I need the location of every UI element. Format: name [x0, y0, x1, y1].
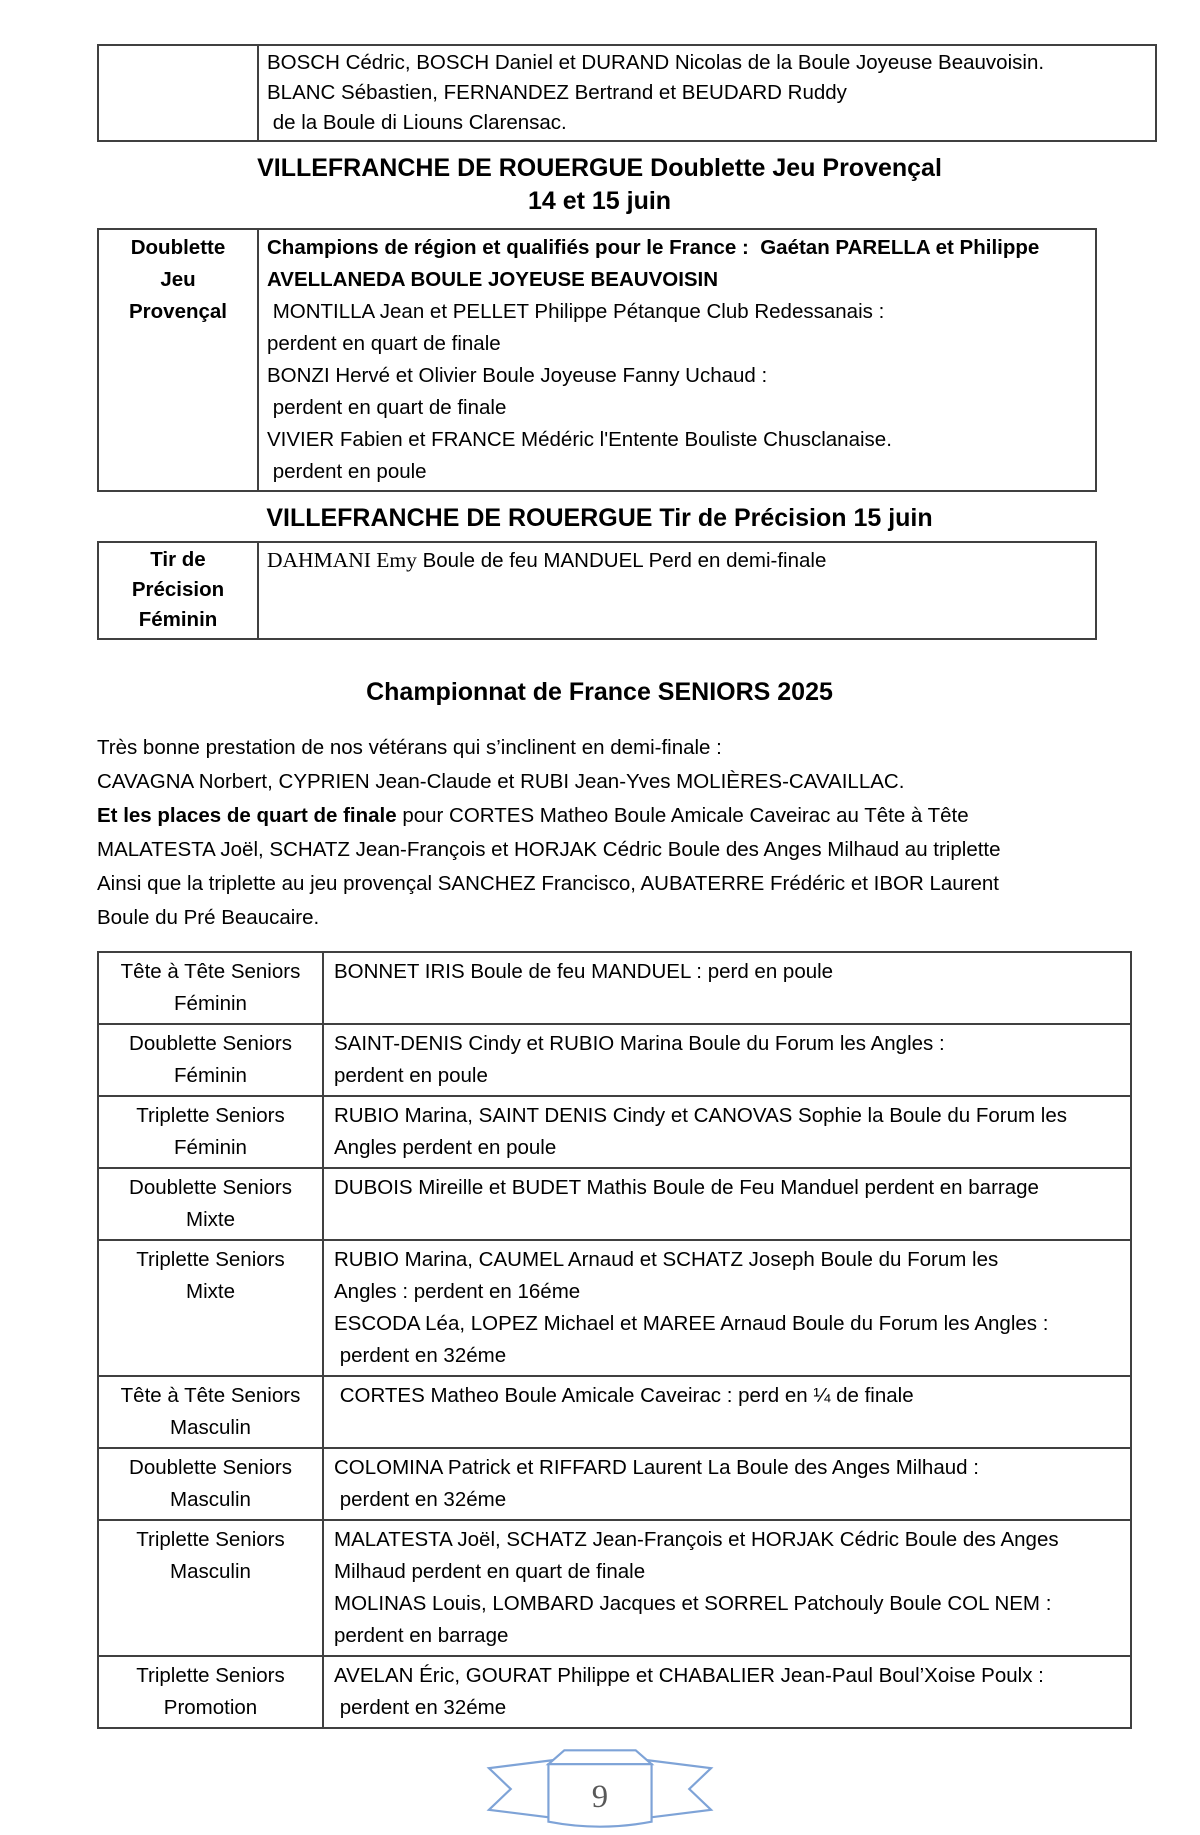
- text-line: CAVAGNA Norbert, CYPRIEN Jean-Claude et RUBI Jean-Yves MOLIÈRES-CAVAILLAC.: [97, 770, 905, 793]
- text-line: Masculin: [170, 1560, 251, 1583]
- text-line: AVELAN Éric, GOURAT Philippe et CHABALIER Jean-Paul Boul’Xoise Poulx :: [334, 1664, 1044, 1687]
- text-line: VIVIER Fabien et FRANCE Médéric l'Entente Bouliste Chusclanaise.: [267, 428, 892, 451]
- text-line: RUBIO Marina, SAINT DENIS Cindy et CANOVAS Sophie la Boule du Forum les: [334, 1104, 1067, 1127]
- category-cell: [98, 229, 258, 491]
- text-line: MOLINAS Louis, LOMBARD Jacques et SORREL Patchouly Boule COL NEM :: [334, 1592, 1052, 1615]
- text-line: BONZI Hervé et Olivier Boule Joyeuse Fanny Uchaud :: [267, 364, 768, 387]
- results-cell: [323, 1168, 1131, 1240]
- text-line: Triplette Seniors: [136, 1248, 285, 1271]
- text-line: BLANC Sébastien, FERNANDEZ Bertrand et BEUDARD Ruddy: [267, 81, 847, 104]
- text-line: Angles : perdent en 16éme: [334, 1280, 581, 1303]
- category-cell: [98, 1096, 323, 1168]
- text-line: DUBOIS Mireille et BUDET Mathis Boule de Feu Manduel perdent en barrage: [334, 1176, 1039, 1199]
- text-line: perdent en 32éme: [334, 1696, 507, 1719]
- results-cell: [323, 1096, 1131, 1168]
- text-line: BONNET IRIS Boule de feu MANDUEL : perd en poule: [334, 960, 834, 983]
- table-row: [98, 229, 1096, 491]
- text-line: MALATESTA Joël, SCHATZ Jean-François et HORJAK Cédric Boule des Anges: [334, 1528, 1059, 1551]
- text-line: ESCODA Léa, LOPEZ Michael et MAREE Arnaud Boule du Forum les Angles :: [334, 1312, 1049, 1335]
- serif-text: DAHMANI Emy: [267, 548, 417, 572]
- heading-title: VILLEFRANCHE DE ROUERGUE Doublette Jeu Provençal: [257, 154, 942, 182]
- text-line: Féminin: [174, 1136, 247, 1159]
- category-cell: [98, 45, 258, 141]
- text-line: Doublette Seniors: [129, 1456, 292, 1479]
- results-cell: [323, 1448, 1131, 1520]
- text-line: Triplette Seniors: [136, 1664, 285, 1687]
- text-line: Tir de: [150, 548, 206, 571]
- doublette-provencal-table: [97, 228, 1097, 492]
- category-cell: [98, 542, 258, 639]
- text-line: [267, 264, 1087, 296]
- text-line: SAINT-DENIS Cindy et RUBIO Marina Boule du Forum les Angles :: [334, 1032, 945, 1055]
- text-line: Masculin: [170, 1488, 251, 1511]
- results-cell: [323, 1240, 1131, 1376]
- qualifiers-table: [97, 44, 1157, 142]
- text-line: Féminin: [138, 608, 218, 631]
- text-line: COLOMINA Patrick et RIFFARD Laurent La Boule des Anges Milhaud :: [334, 1456, 979, 1479]
- text-line: Triplette Seniors: [136, 1528, 285, 1551]
- seniors-results-table: [97, 951, 1132, 1729]
- text-line: Doublette: [130, 236, 226, 259]
- intro-paragraph: [97, 731, 1132, 935]
- text-line: Féminin: [174, 992, 247, 1015]
- bold-text: AVELLANEDA BOULE JOYEUSE BEAUVOISIN: [267, 268, 719, 291]
- section-heading-doublette: [97, 152, 1102, 218]
- bold-text: Champions de région et qualifiés pour le France : Gaétan PARELLA et Philippe: [267, 236, 1040, 259]
- text-line: Boule du Pré Beaucaire.: [97, 906, 320, 929]
- text-line: perdent en quart de finale: [267, 396, 507, 419]
- results-cell: [258, 45, 1156, 141]
- text-line: [267, 606, 1087, 636]
- text-line: perdent en barrage: [334, 1624, 509, 1647]
- text-line: Mixte: [186, 1208, 235, 1231]
- text-line: Très bonne prestation de nos vétérans qui s’inclinent en demi-finale :: [97, 736, 722, 759]
- category-cell: [98, 1240, 323, 1376]
- table-row: [98, 45, 1156, 141]
- text-line: MALATESTA Joël, SCHATZ Jean-François et HORJAK Cédric Boule des Anges Milhaud au triplette: [97, 838, 1001, 861]
- heading-title: VILLEFRANCHE DE ROUERGUE Tir de Précision 15 juin: [266, 504, 933, 532]
- text-line: Doublette Seniors: [129, 1176, 292, 1199]
- table-row: [98, 1376, 1131, 1448]
- table-row: [98, 1520, 1131, 1656]
- text-line: Masculin: [170, 1416, 251, 1439]
- text-line: Jeu: [160, 268, 196, 291]
- section-heading-tir: [97, 502, 1102, 535]
- table-row: [98, 1240, 1131, 1376]
- results-cell: [323, 1520, 1131, 1656]
- text-line: perdent en poule: [334, 1064, 488, 1087]
- text: Boule de feu MANDUEL Perd en demi-finale: [416, 549, 827, 572]
- text-line: RUBIO Marina, CAUMEL Arnaud et SCHATZ Joseph Boule du Forum les: [334, 1248, 999, 1271]
- results-cell: [323, 1024, 1131, 1096]
- category-cell: [98, 1024, 323, 1096]
- text-line: perdent en 32éme: [334, 1488, 507, 1511]
- text-line: Triplette Seniors: [136, 1104, 285, 1127]
- text-line: Tête à Tête Seniors: [120, 1384, 301, 1407]
- table-row: [98, 1656, 1131, 1728]
- text-line: CORTES Matheo Boule Amicale Caveirac : perd en ¼ de finale: [334, 1384, 914, 1407]
- bold-text: Et les places de quart de finale: [97, 804, 397, 827]
- text-line: de la Boule di Liouns Clarensac.: [267, 111, 567, 134]
- text-line: Mixte: [186, 1280, 235, 1303]
- text-line: MONTILLA Jean et PELLET Philippe Pétanque Club Redessanais :: [267, 300, 885, 323]
- text-line: Ainsi que la triplette au jeu provençal SANCHEZ Francisco, AUBATERRE Frédéric et IBOR Laurent: [97, 872, 999, 895]
- results-cell: [323, 1376, 1131, 1448]
- text-line: Promotion: [163, 1696, 258, 1719]
- text-line: [267, 576, 1087, 606]
- table-row: [98, 1024, 1131, 1096]
- table-row: [98, 1096, 1131, 1168]
- tir-precision-table: [97, 541, 1097, 640]
- results-cell: [258, 229, 1096, 491]
- text-line: Précision: [131, 578, 225, 601]
- text-line: BOSCH Cédric, BOSCH Daniel et DURAND Nicolas de la Boule Joyeuse Beauvoisin.: [267, 51, 1045, 74]
- text-line: Angles perdent en poule: [334, 1136, 557, 1159]
- table-row: [98, 1448, 1131, 1520]
- text-line: Milhaud perdent en quart de finale: [334, 1560, 646, 1583]
- section-heading-seniors: [97, 676, 1102, 709]
- category-cell: [98, 1168, 323, 1240]
- table-row: [98, 542, 1096, 639]
- page-footer: [0, 1741, 1200, 1835]
- text-line: perdent en poule: [267, 460, 427, 483]
- heading-title: Championnat de France SENIORS 2025: [366, 678, 833, 706]
- text-line: [267, 545, 1087, 576]
- text-line: perdent en quart de finale: [267, 332, 501, 355]
- text-line: Doublette Seniors: [129, 1032, 292, 1055]
- text-line: Tête à Tête Seniors: [120, 960, 301, 983]
- category-cell: [98, 1376, 323, 1448]
- results-cell: [323, 1656, 1131, 1728]
- table-row: [98, 1168, 1131, 1240]
- text-line: Féminin: [174, 1064, 247, 1087]
- category-cell: [98, 1448, 323, 1520]
- text-line: Provençal: [129, 300, 227, 323]
- text-line: [97, 799, 1132, 833]
- text-line: perdent en 32éme: [334, 1344, 507, 1367]
- results-cell: [323, 952, 1131, 1024]
- page-number: 9: [591, 1778, 609, 1815]
- heading-subtitle: 14 et 15 juin: [527, 187, 672, 215]
- category-cell: [98, 952, 323, 1024]
- text: pour CORTES Matheo Boule Amicale Caveirac au Tête à Tête: [396, 804, 969, 827]
- table-row: [98, 952, 1131, 1024]
- results-cell: [258, 542, 1096, 639]
- ribbon-banner-icon: [481, 1741, 719, 1835]
- category-cell: [98, 1520, 323, 1656]
- category-cell: [98, 1656, 323, 1728]
- text-line: [267, 232, 1087, 264]
